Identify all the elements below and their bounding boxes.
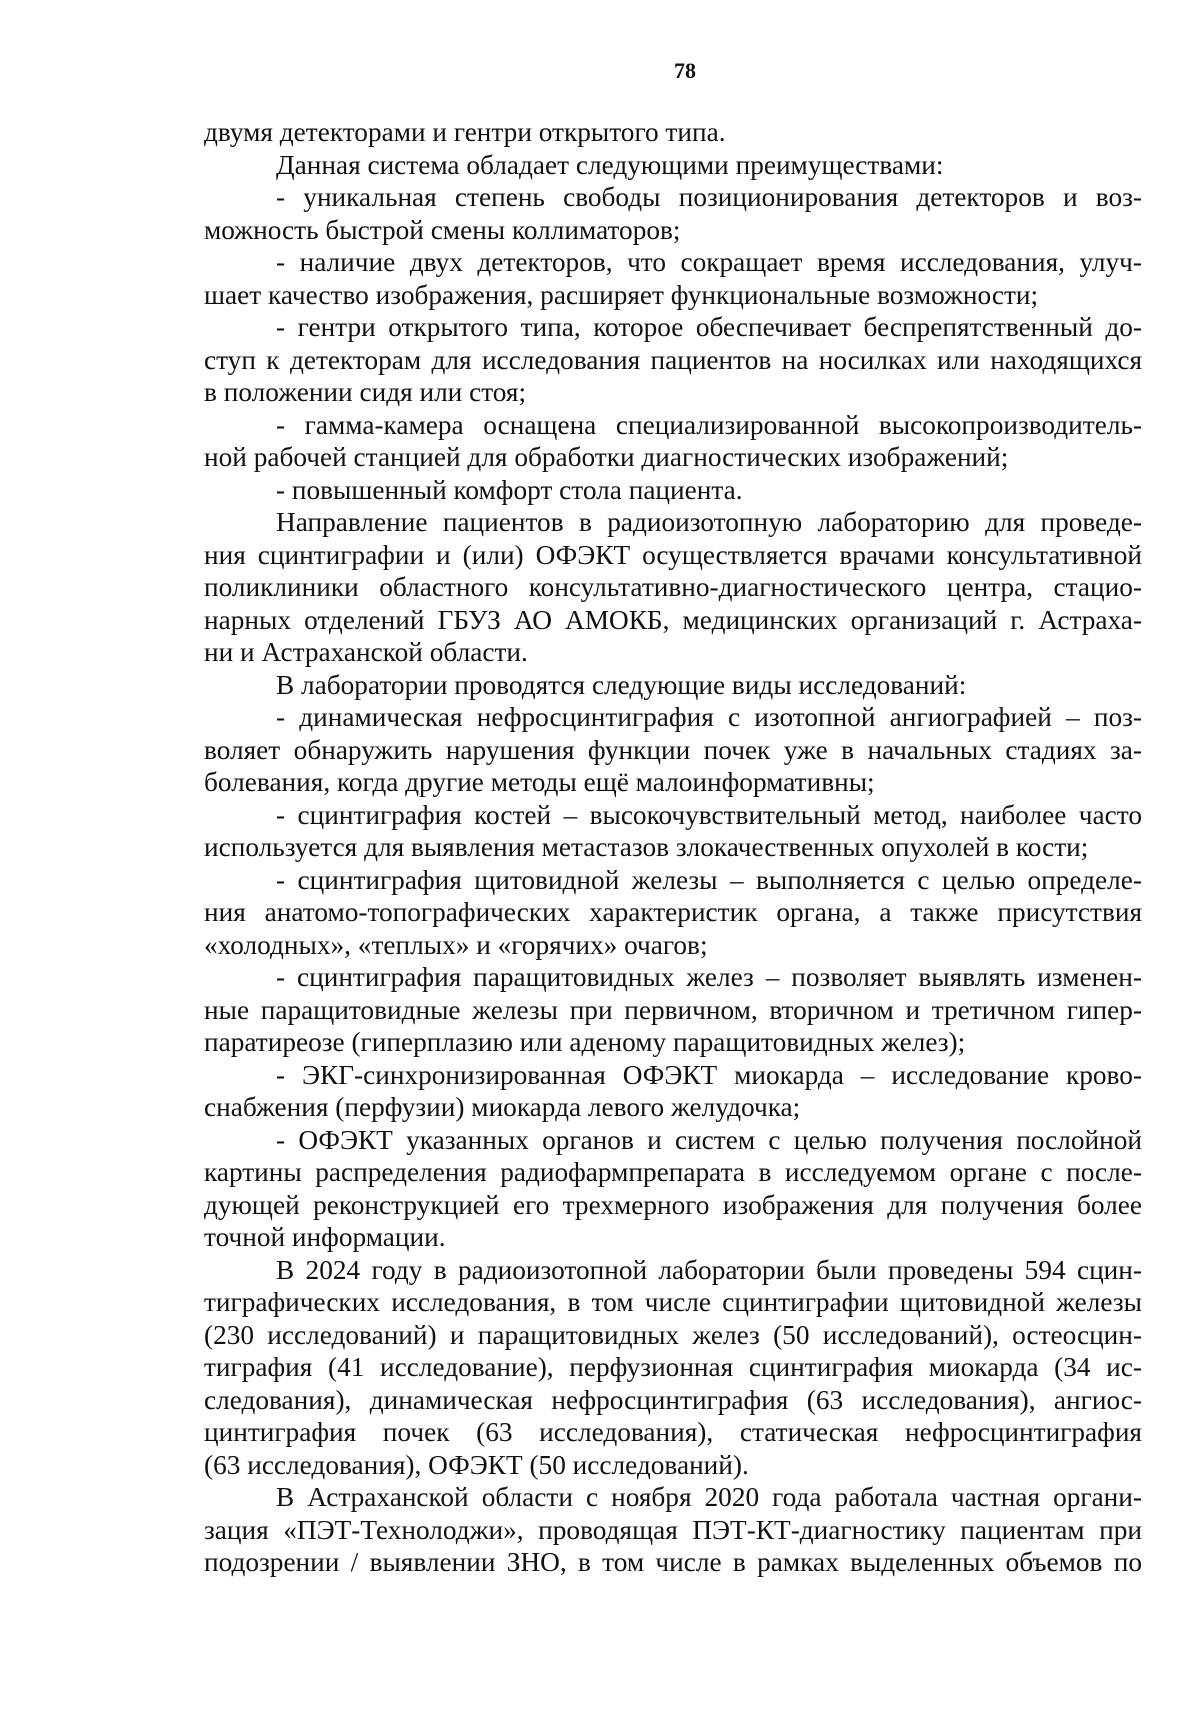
text-line: В 2024 году в радиоизотопной лаборатории были проведены 594 сцин-: [276, 1254, 1142, 1285]
text-line: можность быстрой смены коллиматоров;: [204, 214, 681, 245]
text-line: нарных отделений ГБУЗ АО АМОКБ, медицинских организаций г. Астраха-: [204, 604, 1142, 635]
text-line: двумя детекторами и гентри открытого типа.: [204, 117, 726, 147]
text-line: - ОФЭКТ указанных органов и систем с целью получения послойной: [276, 1124, 1142, 1155]
text-line: «холодных», «теплых» и «горячих» очагов;: [204, 929, 708, 960]
text-line: - наличие двух детекторов, что сокращает время исследования, улуч-: [276, 247, 1142, 277]
text-line: - сцинтиграфия щитовидной железы – выполняется с целью определе-: [276, 864, 1142, 895]
text-line: - сцинтиграфия паращитовидных желез – позволяет выявлять изменен-: [276, 962, 1142, 992]
text-line: следования), динамическая нефросцинтиграфия (63 исследования), ангиос-: [204, 1384, 1142, 1415]
text-line: точной информации.: [204, 1222, 446, 1252]
text-line: Данная система обладает следующими преимуществами:: [276, 149, 944, 180]
text-line: Направление пациентов в радиоизотопную лабораторию для проведе-: [276, 507, 1142, 537]
text-line: воляет обнаружить нарушения функции почек уже в начальных стадиях за-: [204, 734, 1142, 765]
text-line: тиграфия (41 исследование), перфузионная сцинтиграфия миокарда (34 ис-: [204, 1352, 1142, 1382]
text-line: ступ к детекторам для исследования пациентов на носилках или находящихся: [204, 344, 1142, 375]
text-line: в положении сидя или стоя;: [204, 377, 527, 407]
text-line: ной рабочей станцией для обработки диагностических изображений;: [204, 442, 1009, 472]
document-body: [204, 116, 1142, 1579]
page-number: 78: [674, 58, 696, 83]
text-line: - гентри открытого типа, которое обеспечивает беспрепятственный до-: [276, 312, 1142, 342]
text-line: используется для выявления метастазов злокачественных опухолей в кости;: [204, 832, 1089, 862]
text-line: дующей реконструкцией его трехмерного изображения для получения более: [204, 1189, 1142, 1220]
text-line: цинтиграфия почек (63 исследования), статическая нефросцинтиграфия: [204, 1417, 1142, 1447]
text-line: (63 исследования), ОФЭКТ (50 исследований).: [204, 1449, 749, 1480]
text-line: зация «ПЭТ-Технолоджи», проводящая ПЭТ-КТ-диагностику пациентам при: [204, 1514, 1142, 1545]
text-line: В Астраханской области с ноября 2020 года работала частная органи-: [276, 1482, 1142, 1512]
text-line: - динамическая нефросцинтиграфия с изотопной ангиографией – поз-: [276, 702, 1142, 732]
text-line: ные паращитовидные железы при первичном, вторичном и третичном гипер-: [204, 994, 1142, 1025]
text-line: (230 исследований) и паращитовидных желез (50 исследований), остеосцин-: [204, 1319, 1142, 1350]
text-line: подозрении / выявлении ЗНО, в том числе в рамках выделенных объемов по: [204, 1547, 1142, 1577]
text-line: ния сцинтиграфии и (или) ОФЭКТ осуществляется врачами консультативной: [204, 539, 1142, 570]
text-line: - ЭКГ-синхронизированная ОФЭКТ миокарда – исследование крово-: [276, 1059, 1142, 1090]
text-line: картины распределения радиофармпрепарата в исследуемом органе с после-: [204, 1157, 1142, 1187]
text-line: ния анатомо-топографических характеристик органа, а также присутствия: [204, 897, 1142, 927]
text-line: - гамма-камера оснащена специализированной высокопроизводитель-: [276, 409, 1142, 440]
text-line: тиграфических исследования, в том числе сцинтиграфии щитовидной железы: [204, 1287, 1142, 1317]
text-line: поликлиники областного консультативно-диагностического центра, стацио-: [204, 572, 1142, 602]
text-line: снабжения (перфузии) миокарда левого желудочка;: [204, 1092, 801, 1122]
text-line: шает качество изображения, расширяет функциональные возможности;: [204, 279, 1039, 310]
text-line: - повышенный комфорт стола пациента.: [276, 474, 743, 505]
text-line: - уникальная степень свободы позиционирования детекторов и воз-: [276, 182, 1142, 212]
text-line: В лаборатории проводятся следующие виды исследований:: [276, 669, 967, 700]
text-line: паратиреозе (гиперплазию или аденому паращитовидных желез);: [204, 1027, 966, 1057]
text-line: болевания, когда другие методы ещё малоинформативны;: [204, 767, 875, 797]
text-line: ни и Астраханской области.: [204, 637, 528, 667]
text-line: - сцинтиграфия костей – высокочувствительный метод, наиболее часто: [276, 799, 1142, 830]
